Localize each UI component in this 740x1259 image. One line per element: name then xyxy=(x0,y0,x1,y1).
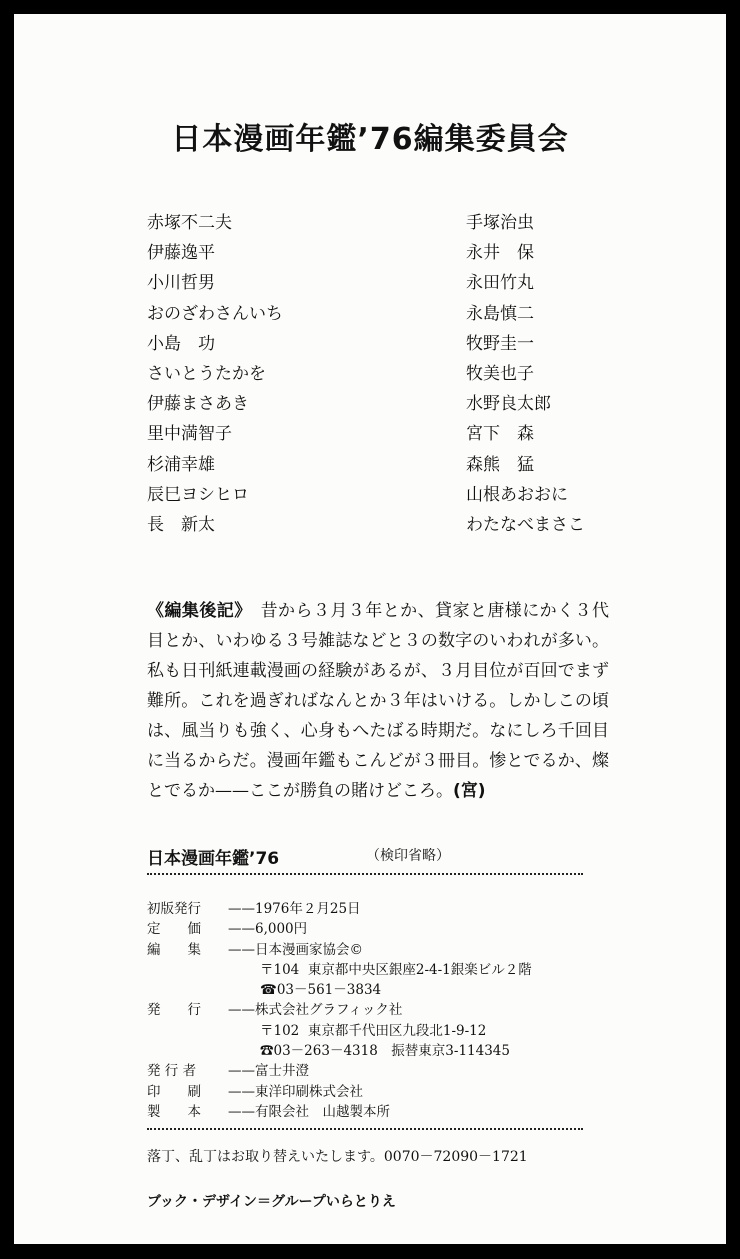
member-name: 山根あおおに xyxy=(466,484,568,505)
member-name: 里中満智子 xyxy=(147,424,232,445)
colophon-value: 〒104 東京都中央区銀座2-4-1銀楽ビル２階 xyxy=(260,961,532,978)
member-name: おのざわさんいち xyxy=(147,303,283,324)
member-name: 牧美也子 xyxy=(466,364,534,385)
member-name: 森熊 猛 xyxy=(466,454,534,475)
colophon-row xyxy=(147,940,587,960)
colophon-row xyxy=(147,1082,587,1102)
dotted-divider xyxy=(147,873,583,875)
colophon-value: ☎03－263－4318 振替東京3-114345 xyxy=(260,1043,510,1060)
colophon-row xyxy=(147,960,587,980)
colophon-value: ——東洋印刷株式会社 xyxy=(228,1083,363,1100)
colophon-value: ——株式会社グラフィック社 xyxy=(228,1002,403,1019)
page-title: 日本漫画年鑑’76編集委員会 xyxy=(171,122,569,157)
colophon-details xyxy=(147,899,587,1122)
member-name: 伊藤まさあき xyxy=(147,394,249,415)
colophon-label: 印 刷 xyxy=(147,1083,201,1100)
members-right-column xyxy=(466,208,585,540)
member-name: 永田竹丸 xyxy=(466,273,534,294)
member-name: さいとうたかを xyxy=(147,364,266,385)
member-name: 杉浦幸雄 xyxy=(147,454,215,475)
book-page xyxy=(14,14,726,1244)
colophon-row xyxy=(147,1021,587,1041)
colophon-value: ——6,000円 xyxy=(228,921,308,938)
colophon-value: ☎03－561－3834 xyxy=(260,982,382,999)
colophon-row xyxy=(147,1041,587,1061)
colophon-label: 発 行 者 xyxy=(147,1063,197,1080)
member-name: 小川哲男 xyxy=(147,273,215,294)
colophon-row xyxy=(147,980,587,1000)
colophon-label: 製 本 xyxy=(147,1103,201,1120)
colophon-row xyxy=(147,1102,587,1122)
postscript-signature: (宮) xyxy=(453,781,486,801)
postscript-label: 《編集後記》 xyxy=(147,601,244,621)
member-name: 宮下 森 xyxy=(466,424,534,445)
members-left-column xyxy=(147,208,283,540)
dotted-divider xyxy=(147,1128,583,1130)
member-name: 永井 保 xyxy=(466,243,534,264)
member-name: 手塚治虫 xyxy=(466,213,534,233)
member-name: 長 新太 xyxy=(147,515,215,536)
colophon-row xyxy=(147,919,587,939)
member-name: 水野良太郎 xyxy=(466,394,551,415)
colophon-label: 定 価 xyxy=(147,921,201,938)
colophon-label: 初版発行 xyxy=(147,901,201,917)
colophon-label: 編 集 xyxy=(147,941,201,958)
member-name: わたなべまさこ xyxy=(466,515,585,536)
member-name: 牧野圭一 xyxy=(466,333,534,354)
member-name: 永島慎二 xyxy=(466,303,534,324)
colophon-value: ——富士井澄 xyxy=(228,1063,309,1080)
editors-postscript xyxy=(147,596,609,806)
colophon-row xyxy=(147,1000,587,1020)
replacement-notice: 落丁、乱丁はお取り替えいたします。0070－72090－1721 xyxy=(147,1149,528,1165)
colophon-row xyxy=(147,899,587,919)
colophon-note: （検印省略） xyxy=(366,848,450,864)
colophon-value: 〒102 東京都千代田区九段北1-9-12 xyxy=(260,1022,487,1039)
colophon-value: ——日本漫画家協会© xyxy=(228,941,363,958)
member-name: 伊藤逸平 xyxy=(147,243,215,264)
member-name: 赤塚不二夫 xyxy=(147,213,232,233)
colophon-value: ——1976年２月25日 xyxy=(228,901,361,917)
colophon-label: 発 行 xyxy=(147,1002,201,1019)
postscript-body: 昔から３月３年とか、貸家と唐様にかく３代目とか、いわゆる３号雑誌などと３の数字のいわれが多い。私も日刊紙連載漫画の経験があるが、３月目位が百回でまず難所。これを過ぎればなんとか３年はいける。しかしこの頃は、風当りも強く、心身もへたばる時期だ。なにしろ千回目に当るからだ。漫画年鑑もこんどが３冊目。惨とでるか、燦とでるか——ここが勝負の賭けどころ。 xyxy=(147,601,610,801)
member-name: 小島 功 xyxy=(147,333,215,354)
design-credit: ブック・デザイン＝グループいらとりえ xyxy=(147,1194,396,1210)
colophon-title: 日本漫画年鑑’76 xyxy=(147,849,280,869)
member-name: 辰巳ヨシヒロ xyxy=(147,484,249,505)
colophon-row xyxy=(147,1061,587,1081)
colophon-value: ——有限会社 山越製本所 xyxy=(228,1103,390,1120)
